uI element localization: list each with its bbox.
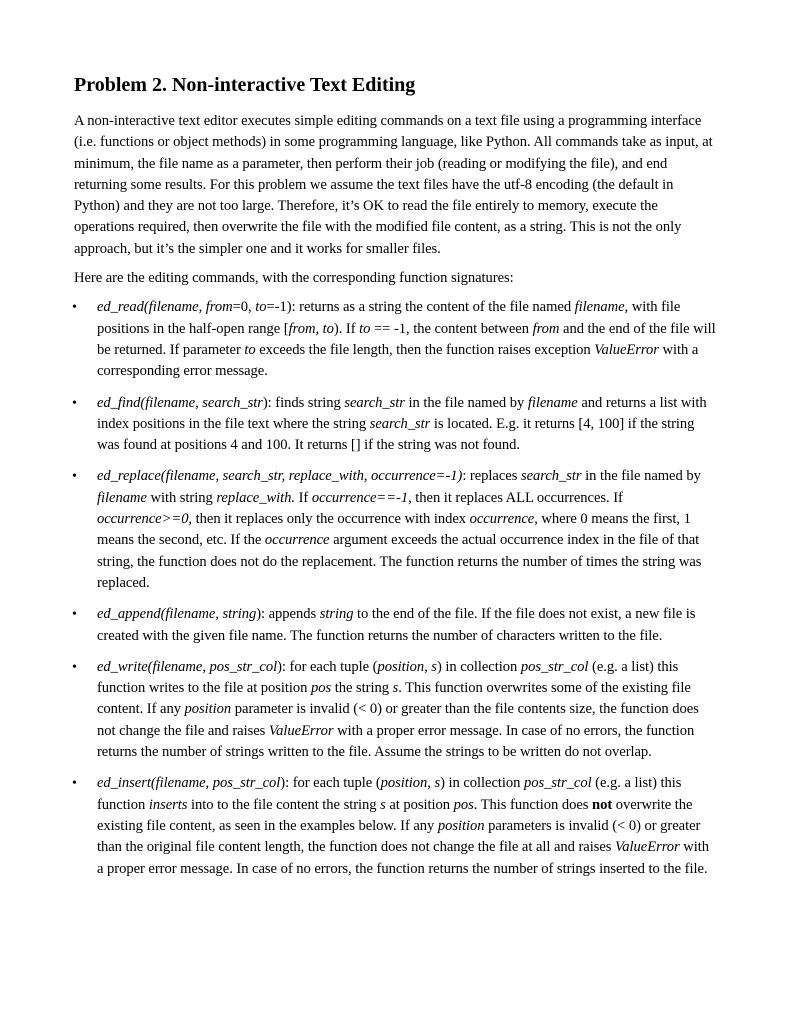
command-text-segment: ed_read(filename, from bbox=[97, 299, 233, 316]
command-text-segment: search_str bbox=[520, 468, 582, 485]
command-text-segment: is located. E.g. it returns [4, 100] if the string was found at positions 4 and 100. It returns [] if the string was not found. bbox=[97, 415, 695, 454]
command-text-segment: ed_write(filename, pos_str_col bbox=[97, 658, 278, 675]
command-list bbox=[74, 297, 719, 879]
command-text-segment: to the end of the file. If the file does not exist, a new file is created with the given file name. The function returns the number of characters written to the file. bbox=[97, 606, 696, 644]
command-text-segment: ed_find(filename, search_str bbox=[97, 394, 263, 411]
command-text-segment: occurrence bbox=[469, 511, 535, 528]
command-text-segment: pos bbox=[453, 796, 474, 813]
bullet-icon: • bbox=[72, 300, 77, 316]
command-text-segment: ): appends bbox=[256, 606, 320, 623]
bullet-icon: • bbox=[72, 469, 77, 485]
command-text-segment: (e.g. a list) this function writes to the file at position bbox=[97, 658, 679, 697]
command-text-segment: (e.g. a list) this function bbox=[97, 775, 682, 813]
command-text-segment: ed_insert(filename, pos_str_col bbox=[97, 775, 281, 792]
command-text-segment: at position bbox=[385, 796, 454, 813]
command-text-segment: the string bbox=[331, 680, 393, 697]
bullet-icon: • bbox=[72, 395, 77, 411]
command-text-segment: search_str bbox=[369, 415, 431, 432]
command-text-segment: from, to bbox=[288, 320, 334, 337]
command-text-segment: and the end of the file will be returned. If parameter bbox=[97, 320, 716, 358]
command-text-segment: in the file named by bbox=[581, 468, 701, 485]
command-text-segment: == -1, the content between bbox=[370, 320, 533, 337]
command-text-segment: with a proper error message. In case of no errors, the function returns the number of strings written to the file. Assume the strings to be written do not overlap. bbox=[97, 722, 695, 761]
command-text-segment: parameters is invalid (< 0) or greater than the original file content length, the function does not change the file at all and raises bbox=[97, 817, 701, 856]
command-text-segment: in the file named by bbox=[404, 394, 528, 411]
command-item bbox=[74, 466, 719, 594]
document-page bbox=[74, 72, 719, 890]
command-text-segment: filename bbox=[97, 489, 147, 506]
command-text-segment: into to the file content the string bbox=[187, 796, 381, 813]
command-text-segment: position, s bbox=[380, 775, 441, 792]
command-text-segment: =0, bbox=[232, 299, 256, 316]
command-text-segment: and returns a list with index positions in the file text where the string bbox=[97, 394, 707, 432]
command-text-segment: ) in collection bbox=[440, 775, 525, 792]
command-text-segment: search_str bbox=[344, 394, 405, 411]
command-text-segment: to bbox=[244, 341, 256, 358]
commands-intro: Here are the editing commands, with the corresponding function signatures: bbox=[74, 270, 514, 287]
command-item bbox=[74, 604, 719, 647]
command-text-segment: then it replaces only the occurrence with index bbox=[192, 511, 470, 528]
command-text-segment: position bbox=[437, 817, 485, 834]
problem-title: Problem 2. Non-interactive Text Editing bbox=[74, 74, 416, 96]
command-text-segment: with a corresponding error message. bbox=[97, 341, 699, 380]
command-text-segment: pos bbox=[311, 680, 332, 697]
command-text-segment: not bbox=[592, 796, 613, 813]
command-text-segment: with file positions in the half-open range [ bbox=[97, 299, 681, 337]
command-text-segment: to bbox=[359, 320, 371, 337]
command-text-segment: . This function does bbox=[473, 796, 593, 813]
command-text-segment: exceeds the file length, then the function raises exception bbox=[255, 341, 595, 358]
command-text-segment: ): for each tuple ( bbox=[277, 658, 378, 675]
command-text-segment: ValueError bbox=[268, 722, 334, 739]
bullet-icon: • bbox=[72, 607, 77, 623]
command-text-segment: with string bbox=[146, 489, 217, 506]
command-text-segment: ValueError bbox=[594, 341, 659, 358]
command-text-segment: from bbox=[532, 320, 560, 337]
command-text-segment: , bbox=[424, 658, 432, 675]
command-text-segment: then it replaces ALL occurrences. If bbox=[411, 489, 623, 506]
command-text-segment: with a proper error message. In case of no errors, the function returns the number of strings inserted to the file. bbox=[97, 839, 710, 877]
command-text-segment: : replaces bbox=[462, 468, 521, 485]
command-text-segment: ) in collection bbox=[436, 658, 521, 675]
command-text-segment: string bbox=[319, 606, 354, 623]
command-text-segment: filename, bbox=[574, 299, 629, 316]
command-text-segment: ed_append(filename, string bbox=[97, 606, 257, 623]
command-text-segment: overwrite the existing file content, as seen in the examples below. If any bbox=[97, 796, 693, 834]
command-item bbox=[74, 773, 719, 879]
intro-paragraph: A non-interactive text editor executes simple editing commands on a text file using a programming interface (i.e. functions or object methods) in some programming language, like Python. All commands take as input, at minimum, the file name as a parameter, then perform their job (reading or modifying the file), and end returning some results. For this problem we assume the text files have the utf-8 encoding (the default in Python) and they are not too large. Therefore, it’s OK to read the file entirely to memory, execute the operations required, then overwrite the file with the modified file content, as a string. This is not the only approach, but it’s the simpler one and it works for smaller files. bbox=[74, 113, 713, 257]
command-text-segment: ed_replace(filename, search_str, replace_with, occurrence=-1) bbox=[97, 468, 463, 485]
command-text-segment: position bbox=[184, 701, 232, 718]
command-text-segment: , where 0 means the first, 1 means the second, etc. If the bbox=[97, 511, 691, 549]
command-text-segment: replace_with. bbox=[216, 489, 295, 506]
bullet-icon: • bbox=[72, 659, 77, 675]
command-item bbox=[74, 657, 719, 763]
command-text-segment: ValueError bbox=[615, 839, 680, 856]
command-item bbox=[74, 393, 719, 457]
command-text-segment: ). If bbox=[333, 320, 360, 337]
command-text-segment: s bbox=[380, 796, 386, 813]
command-text-segment: occurrence==-1, bbox=[311, 489, 412, 506]
command-text-segment: position bbox=[377, 658, 425, 675]
command-text-segment: to bbox=[255, 299, 267, 316]
command-text-segment: filename bbox=[527, 394, 578, 411]
command-text-segment: parameter is invalid (< 0) or greater than the file contents size, the function does not change the file and raises bbox=[97, 701, 699, 739]
command-text-segment: pos_str_col bbox=[524, 775, 592, 792]
command-text-segment: s bbox=[392, 680, 399, 697]
command-text-segment: . This function overwrites some of the existing file content. If any bbox=[97, 680, 691, 718]
command-item bbox=[74, 297, 719, 382]
command-text-segment: s bbox=[431, 658, 437, 675]
command-text-segment: If bbox=[295, 489, 312, 506]
command-text-segment: occurrence>=0, bbox=[97, 511, 193, 528]
command-text-segment: inserts bbox=[148, 796, 188, 813]
command-text-segment: occurrence bbox=[264, 532, 330, 549]
bullet-icon: • bbox=[72, 776, 77, 792]
command-text-segment: ): for each tuple ( bbox=[280, 775, 381, 792]
command-text-segment: pos_str_col bbox=[520, 658, 589, 675]
command-text-segment: argument exceeds the actual occurrence index in the file of that string, the function does not do the replacement. The function returns the number of times the string was replaced. bbox=[97, 532, 702, 591]
command-text-segment: =-1): returns as a string the content of the file named bbox=[266, 299, 575, 316]
command-text-segment: ): finds string bbox=[262, 394, 345, 411]
